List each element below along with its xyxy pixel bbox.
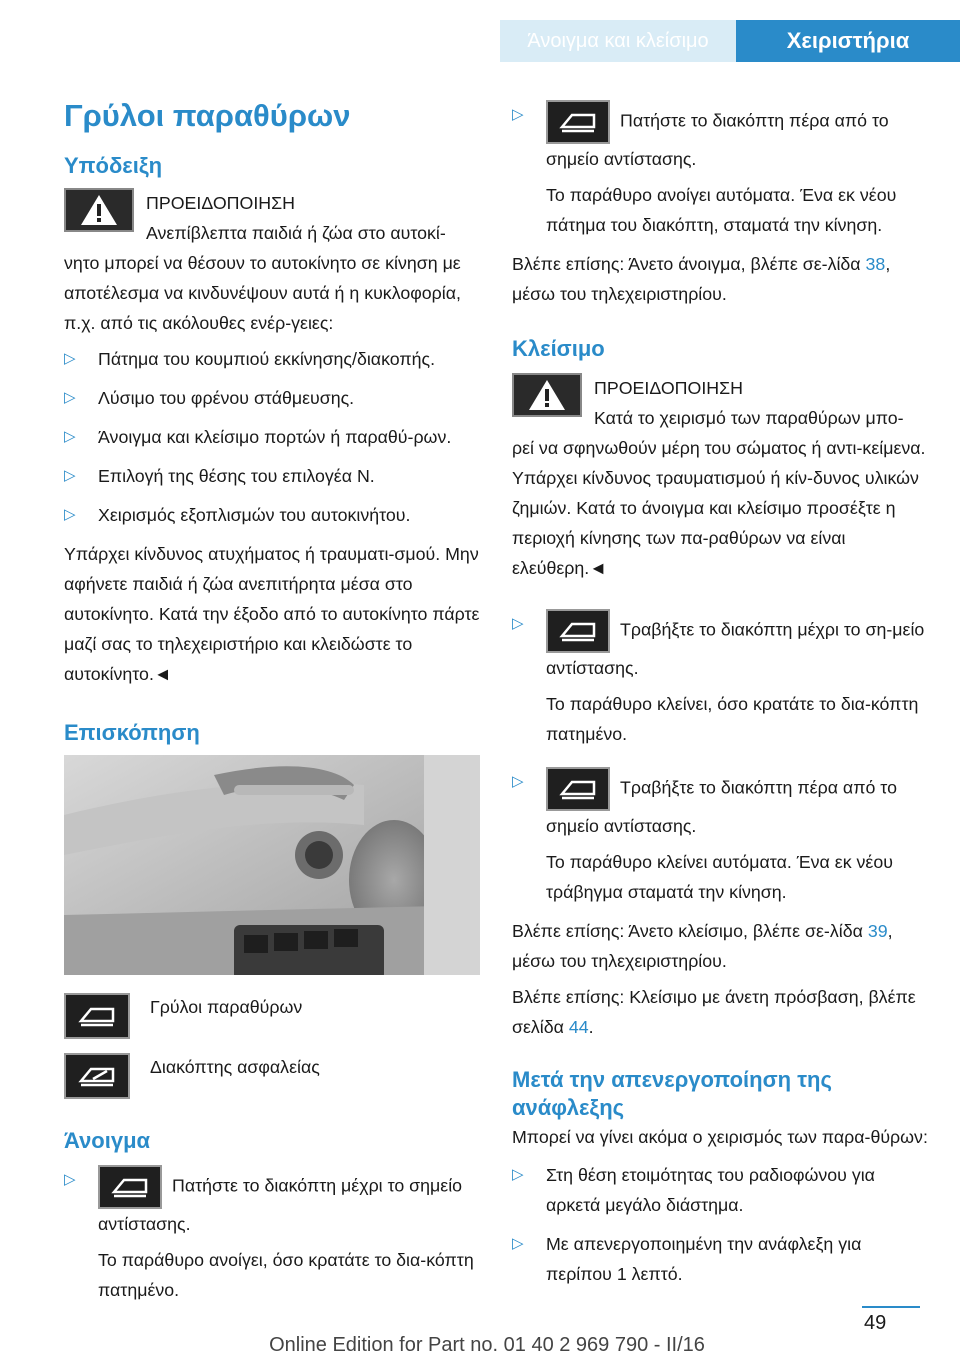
opening-heading: Άνοιγμα <box>64 1128 151 1153</box>
page-number: 49 <box>864 1312 887 1334</box>
warning-triangle-icon <box>512 373 582 417</box>
see-also-text: . <box>588 1017 594 1037</box>
right-column <box>512 100 930 1298</box>
warning-block <box>512 373 930 433</box>
overview-heading: Επισκόπηση <box>64 720 200 745</box>
step-text: Τραβήξτε το διακόπτη πέρα από το σημείο αντίστασης. <box>546 777 897 836</box>
ignition-text: Μπορεί να γίνει ακόμα ο χειρισμός των παρα-θύρων: <box>512 1127 928 1147</box>
window-switch-icon <box>98 1165 162 1209</box>
left-column <box>64 96 482 1314</box>
page-link[interactable]: 39 <box>867 921 888 941</box>
chapter-tab: Χειριστήρια <box>736 20 960 62</box>
list-item <box>512 609 930 749</box>
page-title: Γρύλοι παραθύρων <box>64 98 351 133</box>
window-switch-icon <box>64 993 130 1039</box>
step-text: Πατήστε το διακόπτη πέρα από το σημείο αντίστασης. <box>546 110 889 169</box>
see-also-open <box>512 249 930 309</box>
risk-action-list <box>64 344 482 530</box>
list-item <box>512 100 930 240</box>
see-also-text: Βλέπε επίσης: Άνετο κλείσιμο, βλέπε σε-λίδα <box>512 921 868 941</box>
list-item <box>512 767 930 907</box>
warning-text: νητο μπορεί να θέσουν το αυτοκίνητο σε κίνηση με αποτέλεσμα να κινδυνέψουν αυτά ή η κυκλοφορία, π.χ. από τις ακόλουθες ενέρ-γειες: <box>64 253 461 333</box>
page-link[interactable]: 38 <box>865 254 886 274</box>
window-switch-icon <box>546 767 610 811</box>
legend-label: Γρύλοι παραθύρων <box>150 997 303 1017</box>
window-switch-icon <box>546 609 610 653</box>
step-result: Το παράθυρο ανοίγει αυτόματα. Ένα εκ νέου πάτημα του διακόπτη, σταματά την κίνηση. <box>546 185 897 235</box>
step-result: Το παράθυρο κλείνει, όσο κρατάτε το δια-κόπτη πατημένο. <box>546 694 919 744</box>
danger-text: Υπάρχει κίνδυνος ατυχήματος ή τραυματι-σμού. Μην αφήνετε παιδιά ή ζώα ανεπιτήρητα μέσα στο αυτοκίνητο. Κατά την έξοδο από το αυτοκίνητο πάρτε μαζί σας το τηλεχειριστήριο και κλειδώστε το αυτοκίνητο.◄ <box>64 544 480 684</box>
section-tab <box>500 20 736 62</box>
list-item: ▷ Λύσιμο του φρένου στάθμευσης. <box>64 383 482 413</box>
edition-footer: Online Edition for Part no. 01 40 2 969 790 - II/16 <box>269 1334 705 1356</box>
warning-title: ΠΡΟΕΙΔΟΠΟΙΗΣΗ <box>594 378 743 398</box>
list-item: ▷ Χειρισμός εξοπλισμών του αυτοκινήτου. <box>64 500 482 530</box>
warning-title: ΠΡΟΕΙΔΟΠΟΙΗΣΗ <box>146 193 295 213</box>
see-also-text: , μέσω του τηλεχειριστηρίου. <box>512 921 893 971</box>
warning-block <box>64 188 482 248</box>
legend-item-safety-switch <box>64 1053 482 1099</box>
section-title: Άνοιγμα και κλείσιμο <box>527 29 709 52</box>
step-result: Το παράθυρο κλείνει αυτόματα. Ένα εκ νέου τράβηγμα σταματά την κίνηση. <box>546 852 893 902</box>
closing-heading: Κλείσιμο <box>512 336 605 361</box>
safety-switch-icon <box>64 1053 130 1099</box>
list-item <box>64 1165 482 1305</box>
step-result: Το παράθυρο ανοίγει, όσο κρατάτε το δια-κόπτη πατημένο. <box>98 1250 474 1300</box>
see-also-access <box>512 982 930 1042</box>
warning-first-line: Κατά το χειρισμό των παραθύρων μπο- <box>594 408 904 428</box>
see-also-text: Βλέπε επίσης: Άνετο άνοιγμα, βλέπε σε-λίδα <box>512 254 866 274</box>
window-switch-icon <box>546 100 610 144</box>
list-item: ▷ Επιλογή της θέσης του επιλογέα N. <box>64 461 482 491</box>
warning-triangle-icon <box>64 188 134 232</box>
see-also-text: Βλέπε επίσης: Κλείσιμο με άνετη πρόσβαση, βλέπε σελίδα <box>512 987 916 1037</box>
list-item: ▷ Πάτημα του κουμπιού εκκίνησης/διακοπής. <box>64 344 482 374</box>
ignition-heading: Μετά την απενεργοποίηση της ανάφλεξης <box>512 1067 832 1120</box>
note-heading: Υπόδειξη <box>64 153 163 178</box>
warning-text: ρεί να σφηνωθούν μέρη του σώματος ή αντι-κείμενα. Υπάρχει κίνδυνος τραυματισμού ή κίν-δυνος υλικών ζημιών. Κατά το άνοιγμα και κλείσιμο προσέξτε η περιοχή κίνησης των πα-ραθύρων να είναι ελεύθερη.◄ <box>512 438 926 578</box>
see-also-close <box>512 916 930 976</box>
warning-first-line: Ανεπίβλεπτα παιδιά ή ζώα στο αυτοκί- <box>146 223 446 243</box>
step-text: Τραβήξτε το διακόπτη μέχρι το ση-μείο αντίστασης. <box>546 619 925 678</box>
see-also-text: , μέσω του τηλεχειριστηρίου. <box>512 254 891 304</box>
page-link[interactable]: 44 <box>568 1017 589 1037</box>
opening-steps-continued <box>512 100 930 240</box>
step-text: Πατήστε το διακόπτη μέχρι το σημείο αντίστασης. <box>98 1175 463 1234</box>
legend-label: Διακόπτης ασφαλείας <box>150 1057 320 1077</box>
ignition-list <box>512 1160 930 1289</box>
door-panel-photo <box>64 755 480 975</box>
opening-steps <box>64 1165 482 1305</box>
closing-steps <box>512 609 930 907</box>
list-item: ▷ Άνοιγμα και κλείσιμο πορτών ή παραθύ-ρων. <box>64 422 482 452</box>
legend-item-window-switch <box>64 993 482 1039</box>
footer-rule <box>862 1306 920 1308</box>
list-item: ▷ Στη θέση ετοιμότητας του ραδιοφώνου για αρκετά μεγάλο διάστημα. <box>512 1160 930 1220</box>
list-item: ▷ Με απενεργοποιημένη την ανάφλεξη για περίπου 1 λεπτό. <box>512 1229 930 1289</box>
